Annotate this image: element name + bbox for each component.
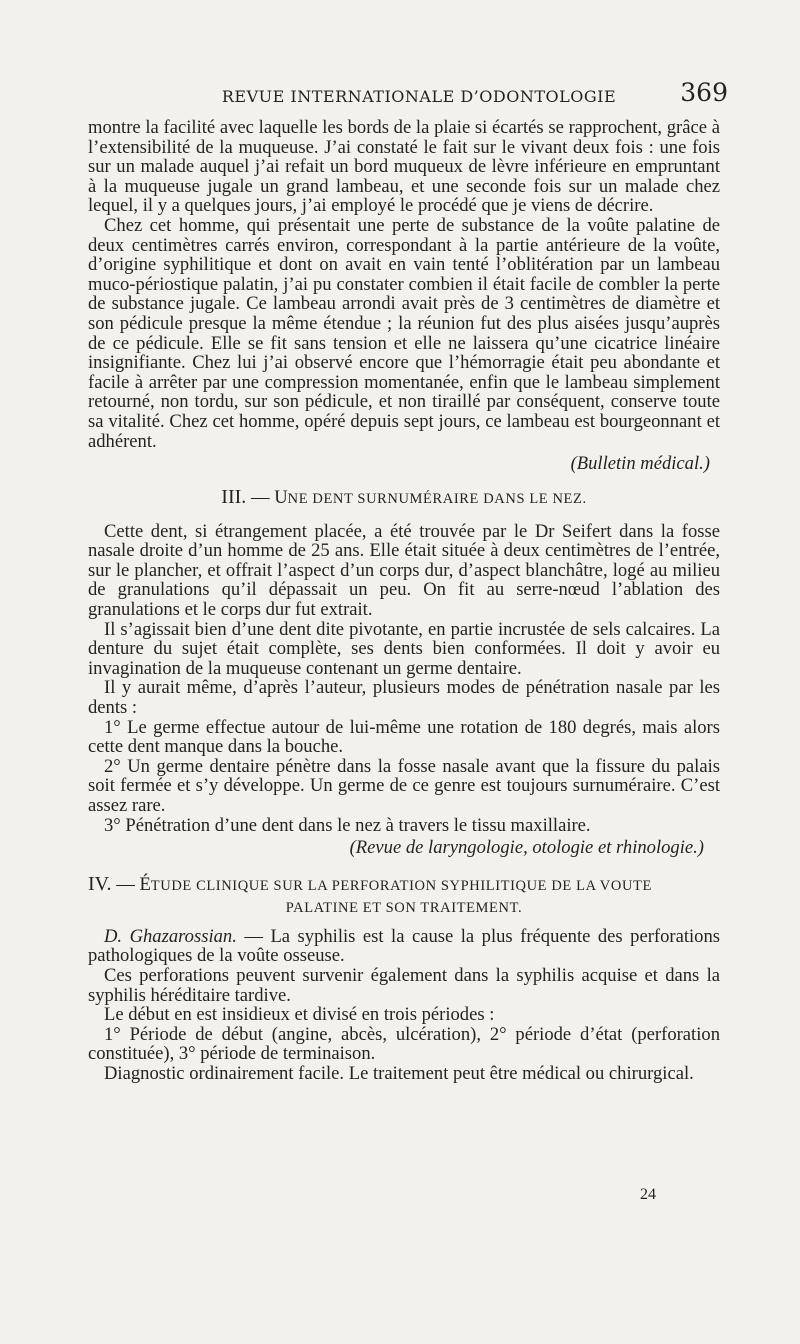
paragraph: Il y aurait même, d’après l’auteur, plusieurs modes de pénétration nasale par les dents : — [88, 677, 720, 719]
source-citation: (Bulletin médical.) — [570, 453, 710, 475]
paragraph: Diagnostic ordinairement facile. Le traitement peut être médical ou chirurgical. — [104, 1062, 694, 1084]
section-numeral: III. — [221, 485, 247, 508]
page-number: 369 — [680, 78, 728, 107]
paragraph: 1° Le germe effectue autour de lui-même une rotation de 180 degrés, mais alors cette dent manque dans la bouche. — [88, 716, 720, 758]
source-citation: (Revue de laryngologie, otologie et rhinologie.) — [349, 837, 704, 859]
paragraph: Il s’agissait bien d’une dent dite pivotante, en partie incrustée de sels calcaires. La denture du sujet était complète, ses dents bien conformées. Il doit y avoir eu invagination de la muqueuse contenant un germe dentaire. — [88, 618, 720, 679]
paragraph: Cette dent, si étrangement placée, a été trouvée par le Dr Seifert dans la fosse nasale droite d’un homme de 25 ans. Elle était située à deux centimètres de l’entrée, sur le plancher, et offrait l’aspect d’un corps dur, d’aspect blanchâtre, logé au milieu de granulations qu’il dépassait un peu. On fit au serre-nœud l’ablation des granulations et le corps dur fut extrait. — [88, 520, 720, 621]
paragraph — [88, 927, 720, 966]
section-title: TUDE CLINIQUE SUR LA PERFORATION SYPHILITIQUE DE LA VOUTE — [150, 877, 652, 894]
section-dash: — — [116, 873, 135, 895]
section-initial: É — [139, 873, 151, 895]
section-dash: — — [250, 486, 270, 508]
section-title-line2: PALATINE ET SON TRAITEMENT. — [285, 899, 523, 916]
paragraph: Chez cet homme, qui présentait une perte de substance de la voûte palatine de deux centimètres carrés environ, correspondant à la partie antérieure de la voûte, d’origine syphilitique et dont on avait en vain tenté l’oblitération par un lambeau muco-périostique palatin, j’ai pu constater combien il était facile de combler la perte de substance jugale. Ce lambeau arrondi avait près de 3 centimètres de diamètre et son pédicule presque la même étendue ; la réunion fut des plus aisées jusqu’auprès de ce pédicule. Elle se fit sans tension et elle ne laissera qu’une cicatrice linéaire insignifiante. Chez lui j’ai observé encore que l’hémorragie était peu abondante et facile à arrêter par une compression momentanée, enfin que le lambeau simplement retourné, non tordu, sur son pédicule, et non tiraillé par conséquent, conserve toute sa vitalité. Chez cet homme, opéré depuis sept jours, ce lambeau est bourgeonnant et adhérent. — [88, 214, 720, 452]
section-initial: U — [274, 486, 288, 508]
page-header — [88, 78, 728, 118]
paragraph: Ces perforations peuvent survenir également dans la syphilis acquise et dans la syphilis héréditaire tardive. — [88, 964, 720, 1006]
paragraph: 1° Période de début (angine, abcès, ulcération), 2° période d’état (perforation constituée), 3° période de terminaison. — [88, 1023, 720, 1065]
section-heading-iii — [88, 487, 720, 509]
paragraph: montre la facilité avec laquelle les bords de la plaie si écartés se rapprochent, grâce à l’extensibilité de la muqueuse. J’ai constaté le fait sur le vivant deux fois : une fois sur un malade auquel j’ai refait un bord muqueux de lèvre inférieure en empruntant à la muqueuse jugale un grand lambeau, et une seconde fois sur un malade chez lequel, il y a quelques jours, j’ai employé le procédé que je viens de décrire. — [88, 117, 720, 217]
section-title: NE DENT SURNUMÉRAIRE DANS LE NEZ. — [287, 490, 587, 507]
author-name: D. Ghazarossian. — [104, 925, 237, 947]
running-head: REVUE INTERNATIONALE D’ODONTOLOGIE — [221, 87, 617, 106]
paragraph: 3° Pénétration d’une dent dans le nez à travers le tissu maxillaire. — [104, 814, 591, 836]
signature-mark: 24 — [640, 1186, 656, 1203]
paragraph: Le début en est insidieux et divisé en trois périodes : — [104, 1004, 495, 1026]
section-heading-iv — [88, 873, 720, 919]
body-text — [88, 118, 720, 1084]
paragraph: 2° Un germe dentaire pénètre dans la fosse nasale avant que la fissure du palais soit fermée et s’y développe. Un germe de ce genre est toujours surnuméraire. C’est assez rare. — [88, 755, 720, 816]
paragraph-text: — La syphilis est la cause la plus fréquente des perforations pathologiques de la voûte osseuse. — [88, 925, 720, 967]
section-numeral: IV. — [88, 872, 112, 895]
